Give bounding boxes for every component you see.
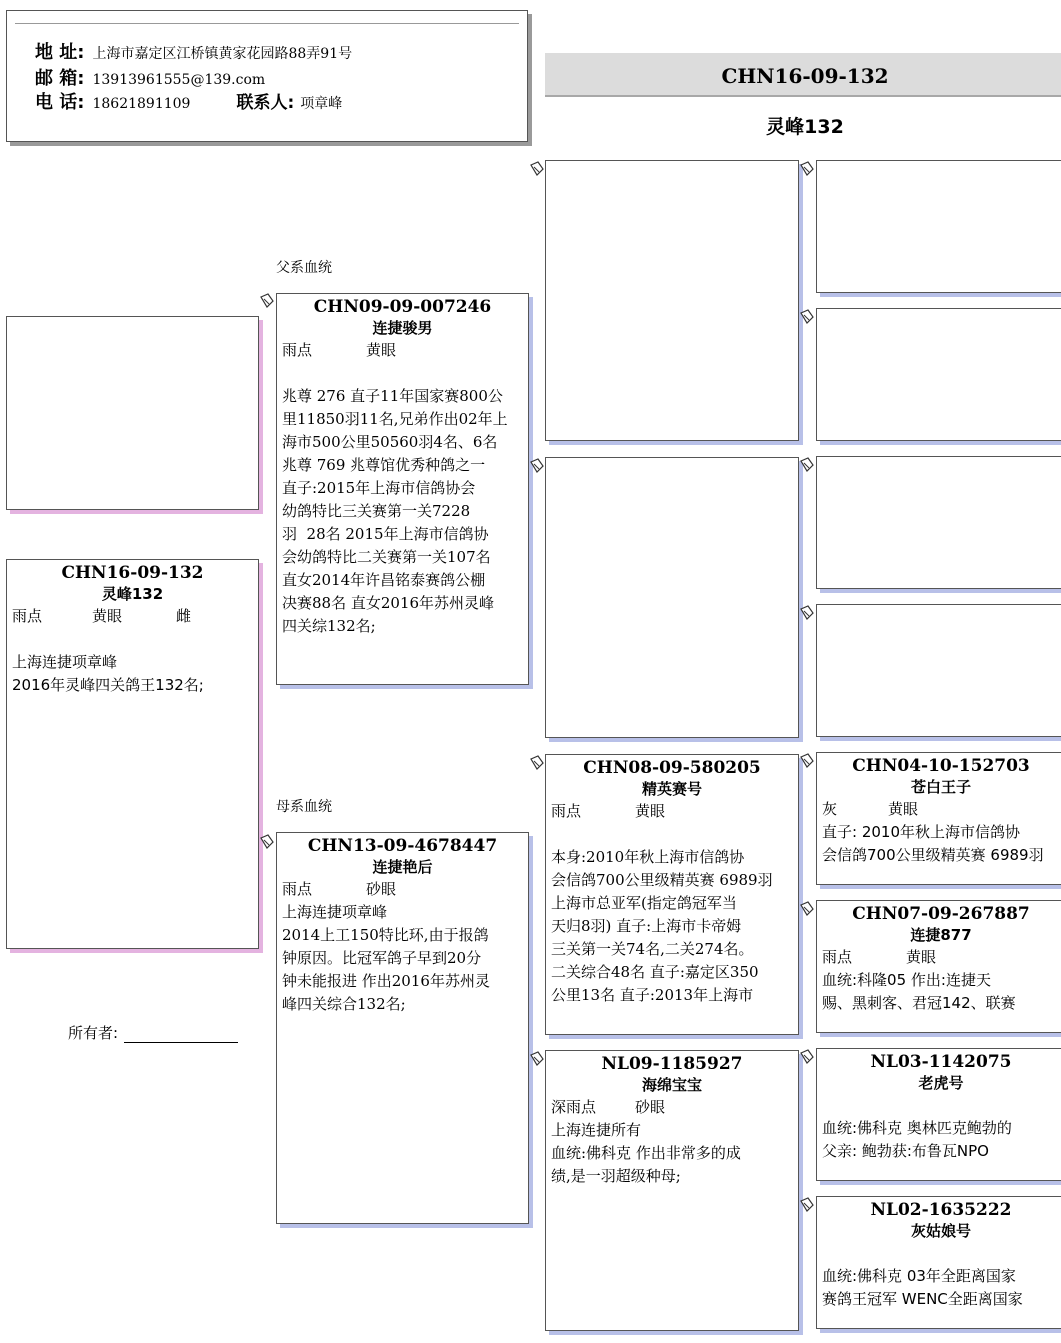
dam-sire-ring: CHN08-09-580205	[583, 758, 761, 778]
owner-field	[68, 1022, 238, 1043]
email-row	[35, 64, 265, 90]
dam-dam-attributes	[546, 1096, 798, 1119]
dam-ring: CHN13-09-4678447	[307, 836, 498, 856]
header-banner	[545, 53, 1061, 97]
ggp2-ring: CHN07-09-267887	[852, 904, 1030, 924]
sire-notes: 兆尊 276 直子11年国家赛800公 里11850羽11名,兄弟作出02年上 海市500公里50560羽4名、6名 兆尊 769 兆尊馆优秀种鸽之一 直子:2015年上海市信鸽协会 幼鸽特比三关赛第一关7228 羽 28名 2015年上海市信鸽协 会幼鸽特比二关赛第一关107名 直女2014年许昌铭泰赛鸽公棚 决赛88名 直女2016年苏州灵峰 四关综132名;	[282, 387, 508, 635]
dam-sire-name: 精英赛号	[641, 780, 702, 798]
ggp3-notes: 血统:佛科克 奥林匹克鲍勃的 父亲: 鲍勃获:布鲁瓦NPO	[822, 1119, 1012, 1160]
dam-dam-notes: 上海连捷所有 血统:佛科克 作出非常多的成 绩,是一羽超级种母;	[551, 1121, 741, 1185]
dam-dam-card	[545, 1050, 799, 1331]
dam-name: 连捷艳后	[372, 858, 433, 876]
sire-dam-card-empty	[545, 457, 799, 738]
ggp1-eye: 黄眼	[888, 800, 919, 818]
subject-color: 雨点	[12, 607, 43, 625]
sire-sire-card-empty	[545, 160, 799, 441]
dam-eye: 砂眼	[366, 880, 397, 898]
pen-connector-icon	[799, 901, 815, 917]
pen-connector-icon	[799, 1197, 815, 1213]
pen-connector-icon	[529, 458, 545, 474]
subject-attributes	[7, 605, 258, 628]
dam-dam-color: 深雨点	[551, 1098, 597, 1116]
ggp-sire-sire-empty	[816, 160, 1061, 293]
subject-sex: 雌	[176, 607, 192, 625]
sire-color: 雨点	[282, 341, 313, 359]
pen-connector-icon	[529, 161, 545, 177]
owner-signature-line	[124, 1028, 238, 1043]
dam-sire-attributes	[546, 800, 798, 823]
subject-notes: 上海连捷项章峰 2016年灵峰四关鸽王132名;	[12, 653, 204, 694]
dam-notes: 上海连捷项章峰 2014上工150特比环,由于报鸽 钟原因。比冠军鸽子早到20分 钟未能报进 作出2016年苏州灵 峰四关综合132名;	[282, 903, 490, 1013]
ggp2-card	[816, 900, 1061, 1033]
email-value: 13913961555@139.com	[92, 72, 266, 88]
pen-connector-icon	[529, 755, 545, 771]
sire-card	[276, 293, 529, 685]
pen-connector-icon	[529, 1051, 545, 1067]
subject-eye: 黄眼	[92, 607, 123, 625]
subject-name: 灵峰132	[101, 585, 164, 603]
ggp2-eye: 黄眼	[906, 948, 937, 966]
sire-line-label: 父系血统	[276, 260, 332, 276]
contact-box	[6, 10, 528, 142]
ggp3-name: 老虎号	[918, 1074, 964, 1092]
ggp2-attributes	[817, 946, 1061, 969]
dam-sire-card	[545, 754, 799, 1035]
email-label: 邮 箱:	[35, 68, 85, 89]
sire-name: 连捷骏男	[372, 319, 433, 337]
phone-value: 18621891109	[92, 96, 191, 112]
sire-attributes	[277, 339, 528, 362]
address-value: 上海市嘉定区江桥镇黄家花园路88弄91号	[92, 46, 353, 62]
dam-dam-ring: NL09-1185927	[601, 1054, 743, 1074]
header-bird-name: 灵峰132	[766, 116, 844, 138]
ggp1-color: 灰	[822, 800, 838, 818]
pen-connector-icon	[799, 1049, 815, 1065]
dam-sire-notes: 本身:2010年秋上海市信鸽协 会信鸽700公里级精英赛 6989羽 上海市总亚军(指定鸽冠军当 天归8羽) 直子:上海市卡帝姆 三关第一关74名,二关274名。 二关综合48名 直子:嘉定区350 公里13名 直子:2013年上海市	[551, 848, 773, 1004]
pen-connector-icon	[799, 753, 815, 769]
pen-connector-icon	[259, 834, 275, 850]
subject-ring: CHN16-09-132	[61, 563, 204, 583]
dam-sire-eye: 黄眼	[635, 802, 666, 820]
phone-row	[35, 88, 342, 114]
dam-sire-color: 雨点	[551, 802, 582, 820]
ggp1-card	[816, 752, 1061, 885]
ggp4-ring: NL02-1635222	[870, 1200, 1012, 1220]
contact-person-label: 联系人:	[236, 93, 295, 113]
ggp1-name: 苍白王子	[910, 778, 971, 796]
ggp4-notes: 血统:佛科克 03年全距离国家 赛鸽王冠军 WENC全距离国家	[822, 1267, 1023, 1308]
phone-label: 电 话:	[35, 92, 85, 113]
ggp-dam-dam-empty	[816, 604, 1061, 737]
pen-connector-icon	[799, 161, 815, 177]
dam-line-label: 母系血统	[276, 799, 332, 815]
dam-card	[276, 832, 529, 1224]
ggp2-name: 连捷877	[910, 926, 972, 944]
dam-color: 雨点	[282, 880, 313, 898]
address-label: 地 址:	[35, 42, 85, 63]
ggp4-card	[816, 1196, 1061, 1329]
address-row	[35, 38, 352, 64]
ggp1-ring: CHN04-10-152703	[852, 756, 1030, 776]
ggp2-notes: 血统:科隆05 作出:连捷天 赐、黑刺客、君冠142、联赛	[822, 971, 1016, 1012]
photo-placeholder	[6, 316, 259, 510]
ggp3-ring: NL03-1142075	[870, 1052, 1012, 1072]
sire-eye: 黄眼	[366, 341, 397, 359]
ggp1-attributes	[817, 798, 1061, 821]
ggp1-notes: 直子: 2010年秋上海市信鸽协 会信鸽700公里级精英赛 6989羽	[822, 823, 1044, 864]
sire-ring: CHN09-09-007246	[313, 297, 492, 317]
ggp-sire-dam-empty	[816, 308, 1061, 441]
dam-dam-name: 海绵宝宝	[641, 1076, 702, 1094]
ggp4-name: 灰姑娘号	[910, 1222, 971, 1240]
dam-dam-eye: 砂眼	[635, 1098, 666, 1116]
ggp2-color: 雨点	[822, 948, 853, 966]
pen-connector-icon	[799, 309, 815, 325]
ggp3-card	[816, 1048, 1061, 1181]
owner-label: 所有者:	[68, 1024, 119, 1042]
header-ring-number: CHN16-09-132	[721, 64, 889, 88]
contact-divider	[15, 23, 519, 24]
dam-attributes	[277, 878, 528, 901]
contact-person-value: 项章峰	[300, 96, 343, 112]
pen-connector-icon	[799, 605, 815, 621]
subject-card	[6, 559, 259, 949]
pen-connector-icon	[799, 457, 815, 473]
ggp-dam-sire-empty	[816, 456, 1061, 589]
pen-connector-icon	[259, 293, 275, 309]
